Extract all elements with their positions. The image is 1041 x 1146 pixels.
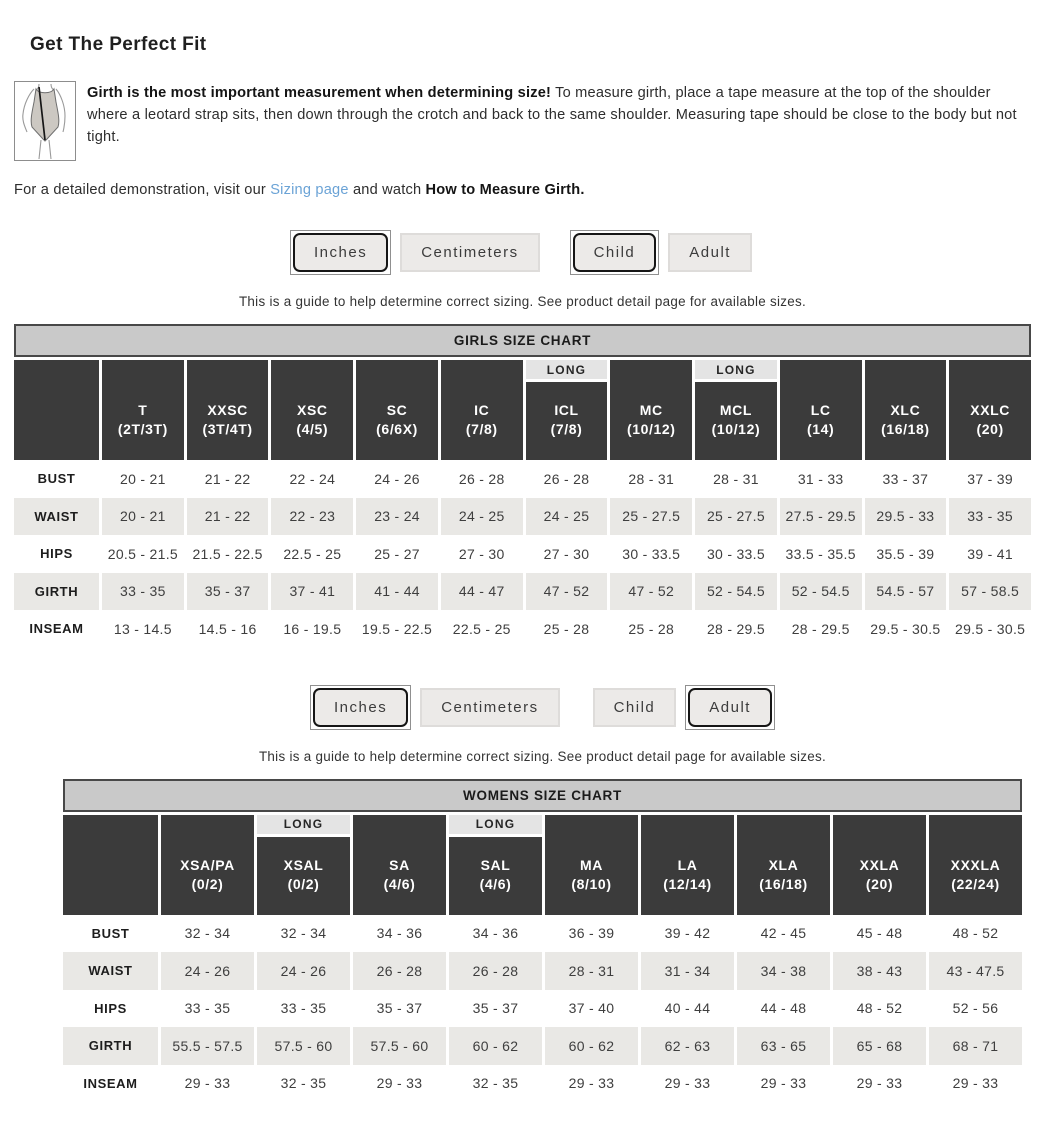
size-range-cell: 28 - 31 bbox=[545, 952, 638, 990]
guide-note: This is a guide to help determine correct sizing. See product detail page for available sizes. bbox=[258, 748, 827, 764]
size-range-cell: 60 - 62 bbox=[449, 1027, 542, 1065]
long-badge: LONG bbox=[526, 360, 608, 382]
size-range-cell: 33 - 35 bbox=[184, 1000, 231, 1017]
size-range-cell: 33 - 37 bbox=[882, 470, 929, 487]
child-button[interactable]: Child bbox=[573, 233, 657, 272]
womens-size-chart bbox=[63, 779, 1022, 1103]
size-column-label: T (2T/3T) bbox=[117, 402, 168, 437]
size-column-label: LC (14) bbox=[807, 402, 835, 437]
size-range-cell: 30 - 33.5 bbox=[622, 545, 681, 562]
size-range-cell: 39 - 41 bbox=[967, 545, 1013, 562]
inches-button-frame bbox=[310, 685, 411, 730]
intro-bold-text: Girth is the most important measurement when determining size! bbox=[87, 85, 552, 101]
size-range-cell: 20 - 21 bbox=[120, 470, 166, 487]
size-range-cell: 24 - 26 bbox=[257, 952, 350, 990]
long-badge: LONG bbox=[449, 815, 542, 837]
size-column-label: XXLC (20) bbox=[970, 402, 1010, 437]
size-range-cell: 44 - 48 bbox=[760, 1000, 807, 1017]
size-range-cell: 41 - 44 bbox=[356, 573, 438, 611]
size-range-cell: 31 - 33 bbox=[797, 470, 844, 487]
size-range-cell: 27.5 - 29.5 bbox=[780, 498, 862, 536]
size-range-cell: 26 - 28 bbox=[543, 470, 590, 487]
size-range-cell: 35 - 37 bbox=[472, 1000, 519, 1017]
size-range-cell: 31 - 34 bbox=[641, 952, 734, 990]
size-column-header bbox=[161, 815, 254, 915]
size-range-cell: 36 - 39 bbox=[568, 925, 615, 942]
size-range-cell: 25 - 27.5 bbox=[695, 498, 777, 536]
size-column-header bbox=[949, 360, 1031, 460]
size-range-cell: 65 - 68 bbox=[833, 1027, 926, 1065]
size-range-cell: 29.5 - 30.5 bbox=[955, 620, 1026, 637]
size-range-cell: 44 - 47 bbox=[441, 573, 523, 611]
size-column-label: MC (10/12) bbox=[626, 402, 676, 437]
size-range-cell: 37 - 39 bbox=[967, 470, 1013, 487]
inches-button-frame bbox=[290, 230, 391, 275]
size-range-cell: 29 - 33 bbox=[856, 1075, 903, 1092]
size-range-cell: 39 - 42 bbox=[664, 925, 711, 942]
measurement-row-label: WAIST bbox=[14, 498, 99, 536]
chart-corner-cell bbox=[14, 360, 99, 460]
size-column-header bbox=[780, 360, 862, 460]
size-column-label: LA (12/14) bbox=[663, 856, 712, 892]
child-toggle-row bbox=[14, 230, 1031, 275]
size-range-cell: 33 - 35 bbox=[102, 573, 184, 611]
size-range-cell: 55.5 - 57.5 bbox=[161, 1027, 254, 1065]
size-column-header bbox=[257, 815, 350, 915]
size-column-label: XLA (16/18) bbox=[759, 856, 808, 892]
centimeters-button-frame bbox=[397, 230, 542, 275]
size-column-header bbox=[449, 815, 542, 915]
size-range-cell: 42 - 45 bbox=[760, 925, 807, 942]
measurement-row-label: BUST bbox=[91, 925, 130, 941]
child-chart-section bbox=[14, 230, 1031, 648]
size-range-cell: 16 - 19.5 bbox=[283, 620, 342, 637]
size-range-cell: 29 - 33 bbox=[952, 1075, 999, 1092]
measurement-row-label: HIPS bbox=[40, 546, 73, 562]
size-range-cell: 37 - 40 bbox=[568, 1000, 615, 1017]
long-badge: LONG bbox=[695, 360, 777, 382]
centimeters-button[interactable]: Centimeters bbox=[420, 688, 559, 727]
size-range-cell: 26 - 28 bbox=[353, 952, 446, 990]
demo-bold-text: How to Measure Girth. bbox=[425, 182, 585, 198]
adult-button[interactable]: Adult bbox=[668, 233, 752, 272]
size-range-cell: 62 - 63 bbox=[641, 1027, 734, 1065]
leotard-girth-illustration bbox=[14, 81, 76, 161]
size-column-header bbox=[865, 360, 947, 460]
long-badge: LONG bbox=[257, 815, 350, 837]
size-range-cell: 34 - 36 bbox=[376, 925, 423, 942]
size-column-label: XSAL (0/2) bbox=[283, 856, 324, 892]
size-column-label: XSC (4/5) bbox=[296, 402, 329, 437]
size-range-cell: 52 - 56 bbox=[952, 1000, 999, 1017]
size-range-cell: 57 - 58.5 bbox=[949, 573, 1031, 611]
size-range-cell: 24 - 26 bbox=[161, 952, 254, 990]
demo-line bbox=[14, 182, 1031, 198]
size-column-header bbox=[441, 360, 523, 460]
size-column-header bbox=[353, 815, 446, 915]
size-range-cell: 13 - 14.5 bbox=[113, 620, 172, 637]
size-range-cell: 32 - 35 bbox=[472, 1075, 519, 1092]
measurement-row-label: GIRTH bbox=[14, 573, 99, 611]
size-range-cell: 22 - 23 bbox=[271, 498, 353, 536]
size-range-cell: 38 - 43 bbox=[833, 952, 926, 990]
adult-button-frame bbox=[665, 230, 755, 275]
intro-rest-text: To measure girth, place a tape measure at the top of the shoulder where a leotard strap sits, then down through the crotch and back to the same shoulder. Measuring tape should be close to the body but not tight. bbox=[87, 85, 1017, 145]
size-column-label: MA (8/10) bbox=[571, 856, 612, 892]
guide-note: This is a guide to help determine correct sizing. See product detail page for available sizes. bbox=[238, 294, 807, 309]
measurement-row-label: INSEAM bbox=[29, 621, 84, 637]
size-range-cell: 29 - 33 bbox=[568, 1075, 615, 1092]
size-column-label: SA (4/6) bbox=[383, 856, 416, 892]
size-column-label: XXXLA (22/24) bbox=[950, 856, 1001, 892]
size-range-cell: 22.5 - 25 bbox=[452, 620, 511, 637]
adult-button[interactable]: Adult bbox=[688, 688, 772, 727]
size-range-cell: 37 - 41 bbox=[271, 573, 353, 611]
demo-middle-text: and watch bbox=[348, 182, 426, 198]
size-range-cell: 34 - 36 bbox=[472, 925, 519, 942]
size-range-cell: 25 - 27.5 bbox=[610, 498, 692, 536]
size-range-cell: 63 - 65 bbox=[737, 1027, 830, 1065]
size-range-cell: 29 - 33 bbox=[184, 1075, 231, 1092]
chart-corner-cell bbox=[63, 815, 158, 915]
size-range-cell: 14.5 - 16 bbox=[198, 620, 257, 637]
inches-button[interactable]: Inches bbox=[293, 233, 388, 272]
size-column-label: XXSC (3T/4T) bbox=[202, 402, 253, 437]
measurement-row-label: GIRTH bbox=[63, 1027, 158, 1065]
size-range-cell: 20.5 - 21.5 bbox=[107, 545, 178, 562]
size-column-header bbox=[187, 360, 269, 460]
size-range-cell: 47 - 52 bbox=[610, 573, 692, 611]
adult-chart-section bbox=[63, 685, 1022, 1103]
size-range-cell: 24 - 25 bbox=[441, 498, 523, 536]
size-range-cell: 29 - 33 bbox=[376, 1075, 423, 1092]
centimeters-button-frame bbox=[417, 685, 562, 730]
adult-toggle-row bbox=[63, 685, 1022, 730]
size-column-header bbox=[737, 815, 830, 915]
size-column-label: MCL (10/12) bbox=[711, 402, 761, 437]
size-column-label: XLC (16/18) bbox=[881, 402, 930, 437]
size-range-cell: 22 - 24 bbox=[289, 470, 336, 487]
size-range-cell: 28 - 31 bbox=[713, 470, 759, 487]
size-range-cell: 35.5 - 39 bbox=[876, 545, 935, 562]
size-range-cell: 48 - 52 bbox=[952, 925, 999, 942]
size-range-cell: 40 - 44 bbox=[664, 1000, 711, 1017]
measurement-row-label: WAIST bbox=[63, 952, 158, 990]
size-range-cell: 43 - 47.5 bbox=[929, 952, 1022, 990]
adult-button-frame bbox=[685, 685, 775, 730]
size-column-label: IC (7/8) bbox=[465, 402, 498, 437]
size-range-cell: 33 - 35 bbox=[280, 1000, 327, 1017]
size-range-cell: 32 - 34 bbox=[184, 925, 231, 942]
girls-size-chart bbox=[14, 324, 1031, 648]
size-column-header bbox=[102, 360, 184, 460]
size-range-cell: 28 - 29.5 bbox=[706, 620, 765, 637]
size-column-header bbox=[695, 360, 777, 460]
size-column-label: XXLA (20) bbox=[859, 856, 900, 892]
measurement-row-label: HIPS bbox=[94, 1000, 127, 1016]
size-range-cell: 32 - 34 bbox=[280, 925, 327, 942]
size-guide-page bbox=[0, 34, 1041, 1132]
size-range-cell: 54.5 - 57 bbox=[865, 573, 947, 611]
size-range-cell: 21.5 - 22.5 bbox=[192, 545, 263, 562]
size-column-header bbox=[356, 360, 438, 460]
chart-title: GIRLS SIZE CHART bbox=[14, 324, 1031, 357]
size-column-header bbox=[641, 815, 734, 915]
child-button-frame bbox=[570, 230, 660, 275]
size-range-cell: 52 - 54.5 bbox=[780, 573, 862, 611]
size-range-cell: 33.5 - 35.5 bbox=[785, 545, 856, 562]
size-range-cell: 52 - 54.5 bbox=[695, 573, 777, 611]
size-range-cell: 20 - 21 bbox=[102, 498, 184, 536]
intro-text bbox=[87, 81, 1031, 148]
size-range-cell: 57.5 - 60 bbox=[353, 1027, 446, 1065]
size-range-cell: 27 - 30 bbox=[458, 545, 505, 562]
size-range-cell: 28 - 29.5 bbox=[791, 620, 850, 637]
size-range-cell: 29.5 - 33 bbox=[865, 498, 947, 536]
size-column-header bbox=[833, 815, 926, 915]
size-range-cell: 32 - 35 bbox=[280, 1075, 327, 1092]
size-range-cell: 29 - 33 bbox=[664, 1075, 711, 1092]
size-range-cell: 26 - 28 bbox=[449, 952, 542, 990]
chart-title: WOMENS SIZE CHART bbox=[63, 779, 1022, 812]
size-range-cell: 23 - 24 bbox=[356, 498, 438, 536]
size-range-cell: 24 - 26 bbox=[374, 470, 420, 487]
size-range-cell: 33 - 35 bbox=[949, 498, 1031, 536]
inches-button[interactable]: Inches bbox=[313, 688, 408, 727]
size-column-header bbox=[526, 360, 608, 460]
size-range-cell: 35 - 37 bbox=[187, 573, 269, 611]
size-column-label: XSA/PA (0/2) bbox=[180, 856, 235, 892]
size-column-header bbox=[545, 815, 638, 915]
size-column-header bbox=[610, 360, 692, 460]
size-range-cell: 25 - 28 bbox=[628, 620, 675, 637]
chart-grid bbox=[63, 815, 1022, 1103]
intro-section bbox=[14, 81, 1031, 161]
measurement-row-label: BUST bbox=[37, 471, 76, 487]
size-range-cell: 47 - 52 bbox=[526, 573, 608, 611]
size-range-cell: 68 - 71 bbox=[929, 1027, 1022, 1065]
size-column-label: SAL (4/6) bbox=[479, 856, 512, 892]
child-button[interactable]: Child bbox=[593, 688, 677, 727]
size-range-cell: 29 - 33 bbox=[760, 1075, 807, 1092]
size-range-cell: 21 - 22 bbox=[187, 498, 269, 536]
sizing-page-link[interactable]: Sizing page bbox=[270, 182, 349, 198]
size-range-cell: 19.5 - 22.5 bbox=[361, 620, 433, 637]
demo-prefix-text: For a detailed demonstration, visit our bbox=[14, 182, 271, 198]
size-column-header bbox=[271, 360, 353, 460]
measurement-row-label: INSEAM bbox=[83, 1075, 138, 1091]
size-range-cell: 30 - 33.5 bbox=[706, 545, 765, 562]
size-range-cell: 28 - 31 bbox=[628, 470, 675, 487]
page-title: Get The Perfect Fit bbox=[30, 34, 207, 55]
size-range-cell: 57.5 - 60 bbox=[257, 1027, 350, 1065]
size-range-cell: 34 - 38 bbox=[737, 952, 830, 990]
centimeters-button[interactable]: Centimeters bbox=[400, 233, 539, 272]
size-range-cell: 25 - 28 bbox=[543, 620, 590, 637]
size-column-header bbox=[929, 815, 1022, 915]
leotard-figure-icon bbox=[15, 82, 75, 160]
size-column-label: ICL (7/8) bbox=[550, 402, 583, 437]
size-range-cell: 29.5 - 30.5 bbox=[870, 620, 941, 637]
size-range-cell: 27 - 30 bbox=[543, 545, 590, 562]
size-column-label: SC (6/6X) bbox=[376, 402, 418, 437]
size-range-cell: 21 - 22 bbox=[204, 470, 251, 487]
size-range-cell: 48 - 52 bbox=[856, 1000, 903, 1017]
size-range-cell: 60 - 62 bbox=[545, 1027, 638, 1065]
size-range-cell: 45 - 48 bbox=[856, 925, 903, 942]
size-range-cell: 24 - 25 bbox=[526, 498, 608, 536]
chart-grid bbox=[14, 360, 1031, 648]
child-button-frame bbox=[590, 685, 680, 730]
size-range-cell: 26 - 28 bbox=[458, 470, 505, 487]
size-range-cell: 35 - 37 bbox=[376, 1000, 423, 1017]
size-range-cell: 25 - 27 bbox=[374, 545, 420, 562]
size-range-cell: 22.5 - 25 bbox=[283, 545, 342, 562]
